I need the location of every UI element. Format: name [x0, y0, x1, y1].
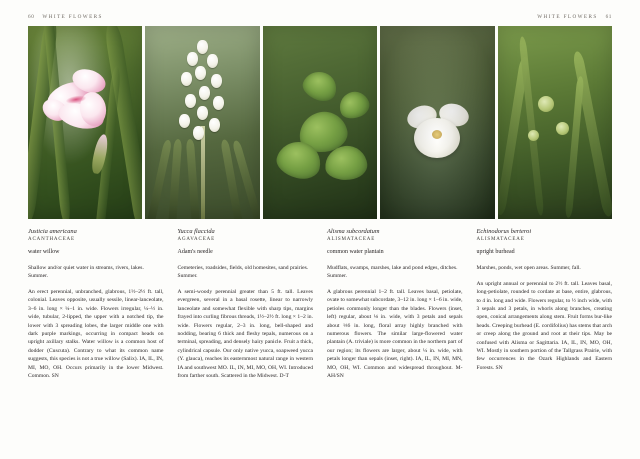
running-head-title-left: WHITE FLOWERS — [42, 14, 103, 20]
description-text: An erect perennial, unbranched, glabrous, 1½–2½ ft. tall, colonial. Leaves opposite, usually sessile, linear-lanceolate, 3–6 in. long × ¼–1 in. wide. Flowers irregular, ¼–½ in. wide, tubular, 2-lipped, the upper with a notched tip, the lower with 3 spreading lobes, the larger middle one with dark purple markings, occurring in compact heads on upright axillary stalks. Water willow is a common host of dodder (Cuscuta). Contrary to what its common name suggests, this species is not a true willow (Salix). IA, IL, IN, MI, MO, OH. Occurs primarily in the lower Midwest. Common. SN — [28, 289, 164, 379]
species-entry-echinodorus-berteroi — [477, 228, 613, 443]
common-name: common water plantain — [327, 249, 384, 255]
family-name: ALISMATACEAE — [327, 237, 376, 242]
scientific-name: Justicia americana — [28, 228, 77, 235]
species-entry-columns — [28, 228, 612, 443]
folio-right: 61 — [605, 14, 612, 20]
common-name: upright burhead — [476, 249, 515, 255]
folio-left: 60 — [28, 14, 35, 20]
photo-justicia-americana — [28, 26, 142, 219]
running-head-right — [537, 12, 612, 22]
photo-strip — [28, 26, 612, 219]
family-name: AGAVACEAE — [177, 237, 215, 242]
photo-alisma-flower-closeup — [380, 26, 494, 219]
habitat-text: Cemeteries, roadsides, fields, old homesites, sand prairies. Summer. — [177, 264, 309, 279]
common-name: Adam's needle — [177, 249, 213, 255]
description-text: An upright annual or perennial to 2½ ft. tall. Leaves basal, long-petiolate, rounded to cordate at base, entire, glabrous, to 4 in. long and wide. Flowers regular, to ½ inch wide, with 3 sepals and 3 petals, in whorls along branches, creating open, conical arrangements along stem. Fruit forms bur-like heads. Creeping burhead (E. cordifolius) has stems that arch or creep along the ground and root at their tips. May be confused with Alisma or Sagittaria. IA, IL, IN, MO, OH, WI. Mostly in southern portion of the Tallgrass Prairie, with few occurrences in the Ozark Highlands and Eastern Forests. SN — [476, 280, 612, 371]
habitat-text: Mudflats, swamps, marshes, lake and pond edges, ditches. Summer. — [327, 264, 458, 279]
running-head-left — [28, 12, 103, 22]
family-name: ALISMATACEAE — [476, 237, 525, 242]
photo-yucca-flaccida — [145, 26, 259, 219]
photo-echinodorus-berteroi — [498, 26, 612, 219]
photo-alisma-subcordatum — [263, 26, 377, 219]
habitat-text: Marshes, ponds, wet open areas. Summer, fall. — [476, 264, 581, 271]
common-name: water willow — [28, 249, 60, 255]
scientific-name: Yucca flaccida — [177, 228, 215, 235]
family-name: ACANTHACEAE — [28, 237, 75, 242]
species-entry-alisma-subcordatum — [327, 228, 463, 443]
scientific-name: Alisma subcordatum — [327, 228, 380, 235]
description-text: A glabrous perennial 1–2 ft. tall. Leaves basal, petiolate, ovate to somewhat subcordate, 3–12 in. long × 1–6 in. wide, petioles commonly longer than the blades. Flowers (inset, left) regular, about ⅛ in. wide, with 3 petals and sepals about ⅓6 in. long, floral array highly branched with numerous flowers. The similar large-flowered water plantain (A. triviale) is more common in the northern part of our region; its flowers are larger, about ¼ in. wide, with petals longer than sepals (inset, right). IA, IL, IN, MI, MN, MO, OH, WI. Common and widespread throughout. M-AH/SN — [327, 289, 463, 379]
species-entry-yucca-flaccida — [178, 228, 314, 443]
description-text: A semi-woody perennial greater than 5 ft. tall. Leaves evergreen, several in a basal rosette, linear to narrowly lanceolate and somewhat flexible with sharp tips, margins frayed into curling fibrous threads, 1½–2½ ft. long × 1–2 in. wide. Flowers regular, 2–3 in. long, bell-shaped and nodding, bearing 6 thick and fleshy tepals, numerous on a terminal, spreading, and densely hairy panicle. Fruit a thick, cylindrical capsule. Our only native yucca, soapweed yucca (Y. glauca), reaches its easternmost natural range in western IA and southwest MO. IL, IN, MI, MO, OH, WI. Introduced from farther south. Scattered in the Midwest. D-T — [177, 289, 313, 379]
scientific-name: Echinodorus berteroi — [476, 228, 532, 235]
species-entry-justicia-americana — [28, 228, 164, 443]
running-head-title-right: WHITE FLOWERS — [537, 14, 598, 20]
habitat-text: Shallow and/or quiet water in streams, rivers, lakes. Summer. — [28, 264, 144, 279]
